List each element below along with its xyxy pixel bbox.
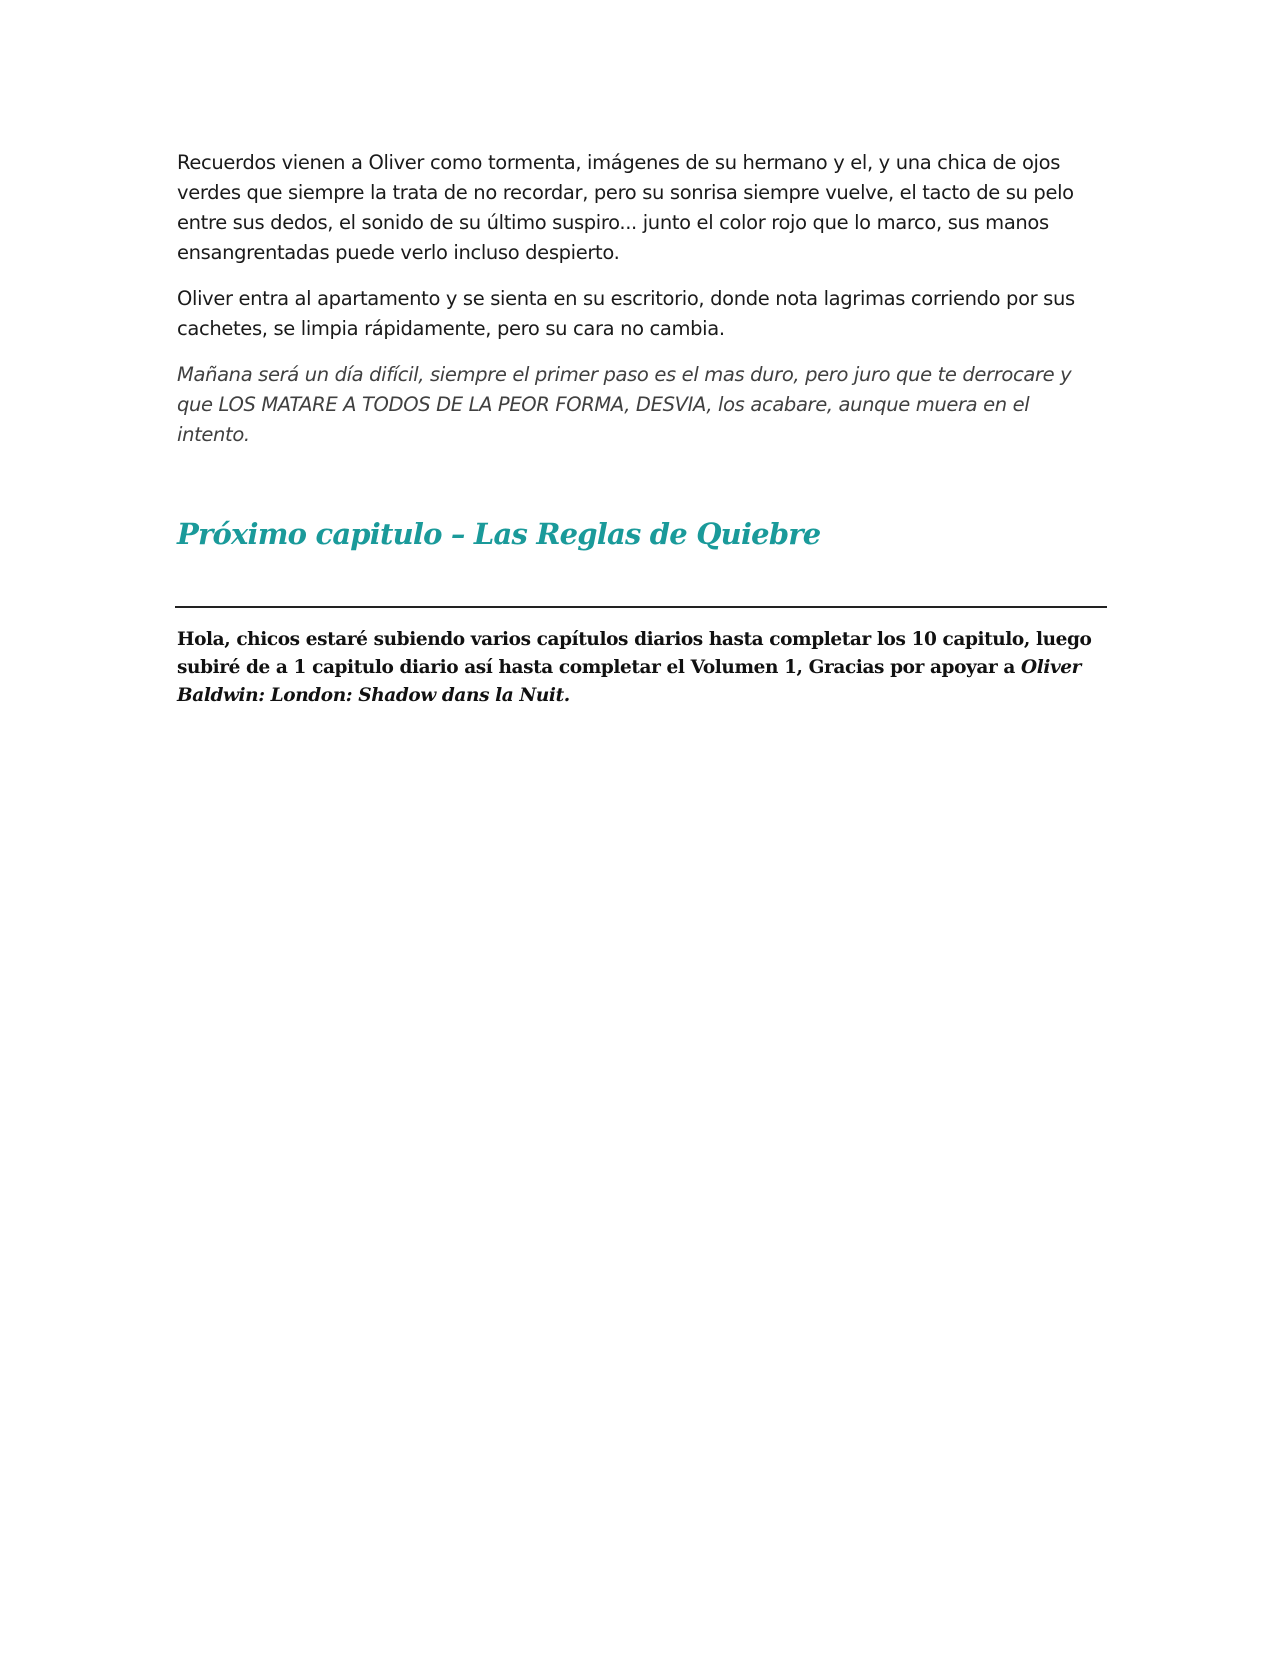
next-chapter-heading: Próximo capitulo – Las Reglas de Quiebre [177,517,821,551]
author-note [177,626,1105,710]
story-paragraph-2: Oliver entra al apartamento y se sienta en su escritorio, donde nota lagrimas corriendo por sus cachetes, se limpia rápidamente, pero su cara no cambia. [177,287,1075,340]
author-note-text: Hola, chicos estaré subiendo varios capítulos diarios hasta completar los 10 capitulo, luego subiré de a 1 capitulo diario así hasta completar el Volumen 1, Gracias por apoyar a [177,629,1092,678]
book-title: Oliver Baldwin: London: Shadow dans la Nuit. [177,657,1082,706]
story-paragraph-3-italic: Mañana será un día difícil, siempre el primer paso es el mas duro, pero juro que te derrocare y que LOS MATARE A TODOS DE LA PEOR FORMA, DESVIA, los acabare, aunque muera en el intento. [177,363,1072,446]
page-content [177,148,1105,710]
story-paragraph-1: Recuerdos vienen a Oliver como tormenta, imágenes de su hermano y el, y una chica de ojos verdes que siempre la trata de no recordar, pero su sonrisa siempre vuelve, el tacto de su pelo entre sus dedos, el sonido de su último suspiro... junto el color rojo que lo marco, sus manos ensangrentadas puede verlo incluso despierto. [177,151,1074,264]
section-divider [175,606,1107,608]
